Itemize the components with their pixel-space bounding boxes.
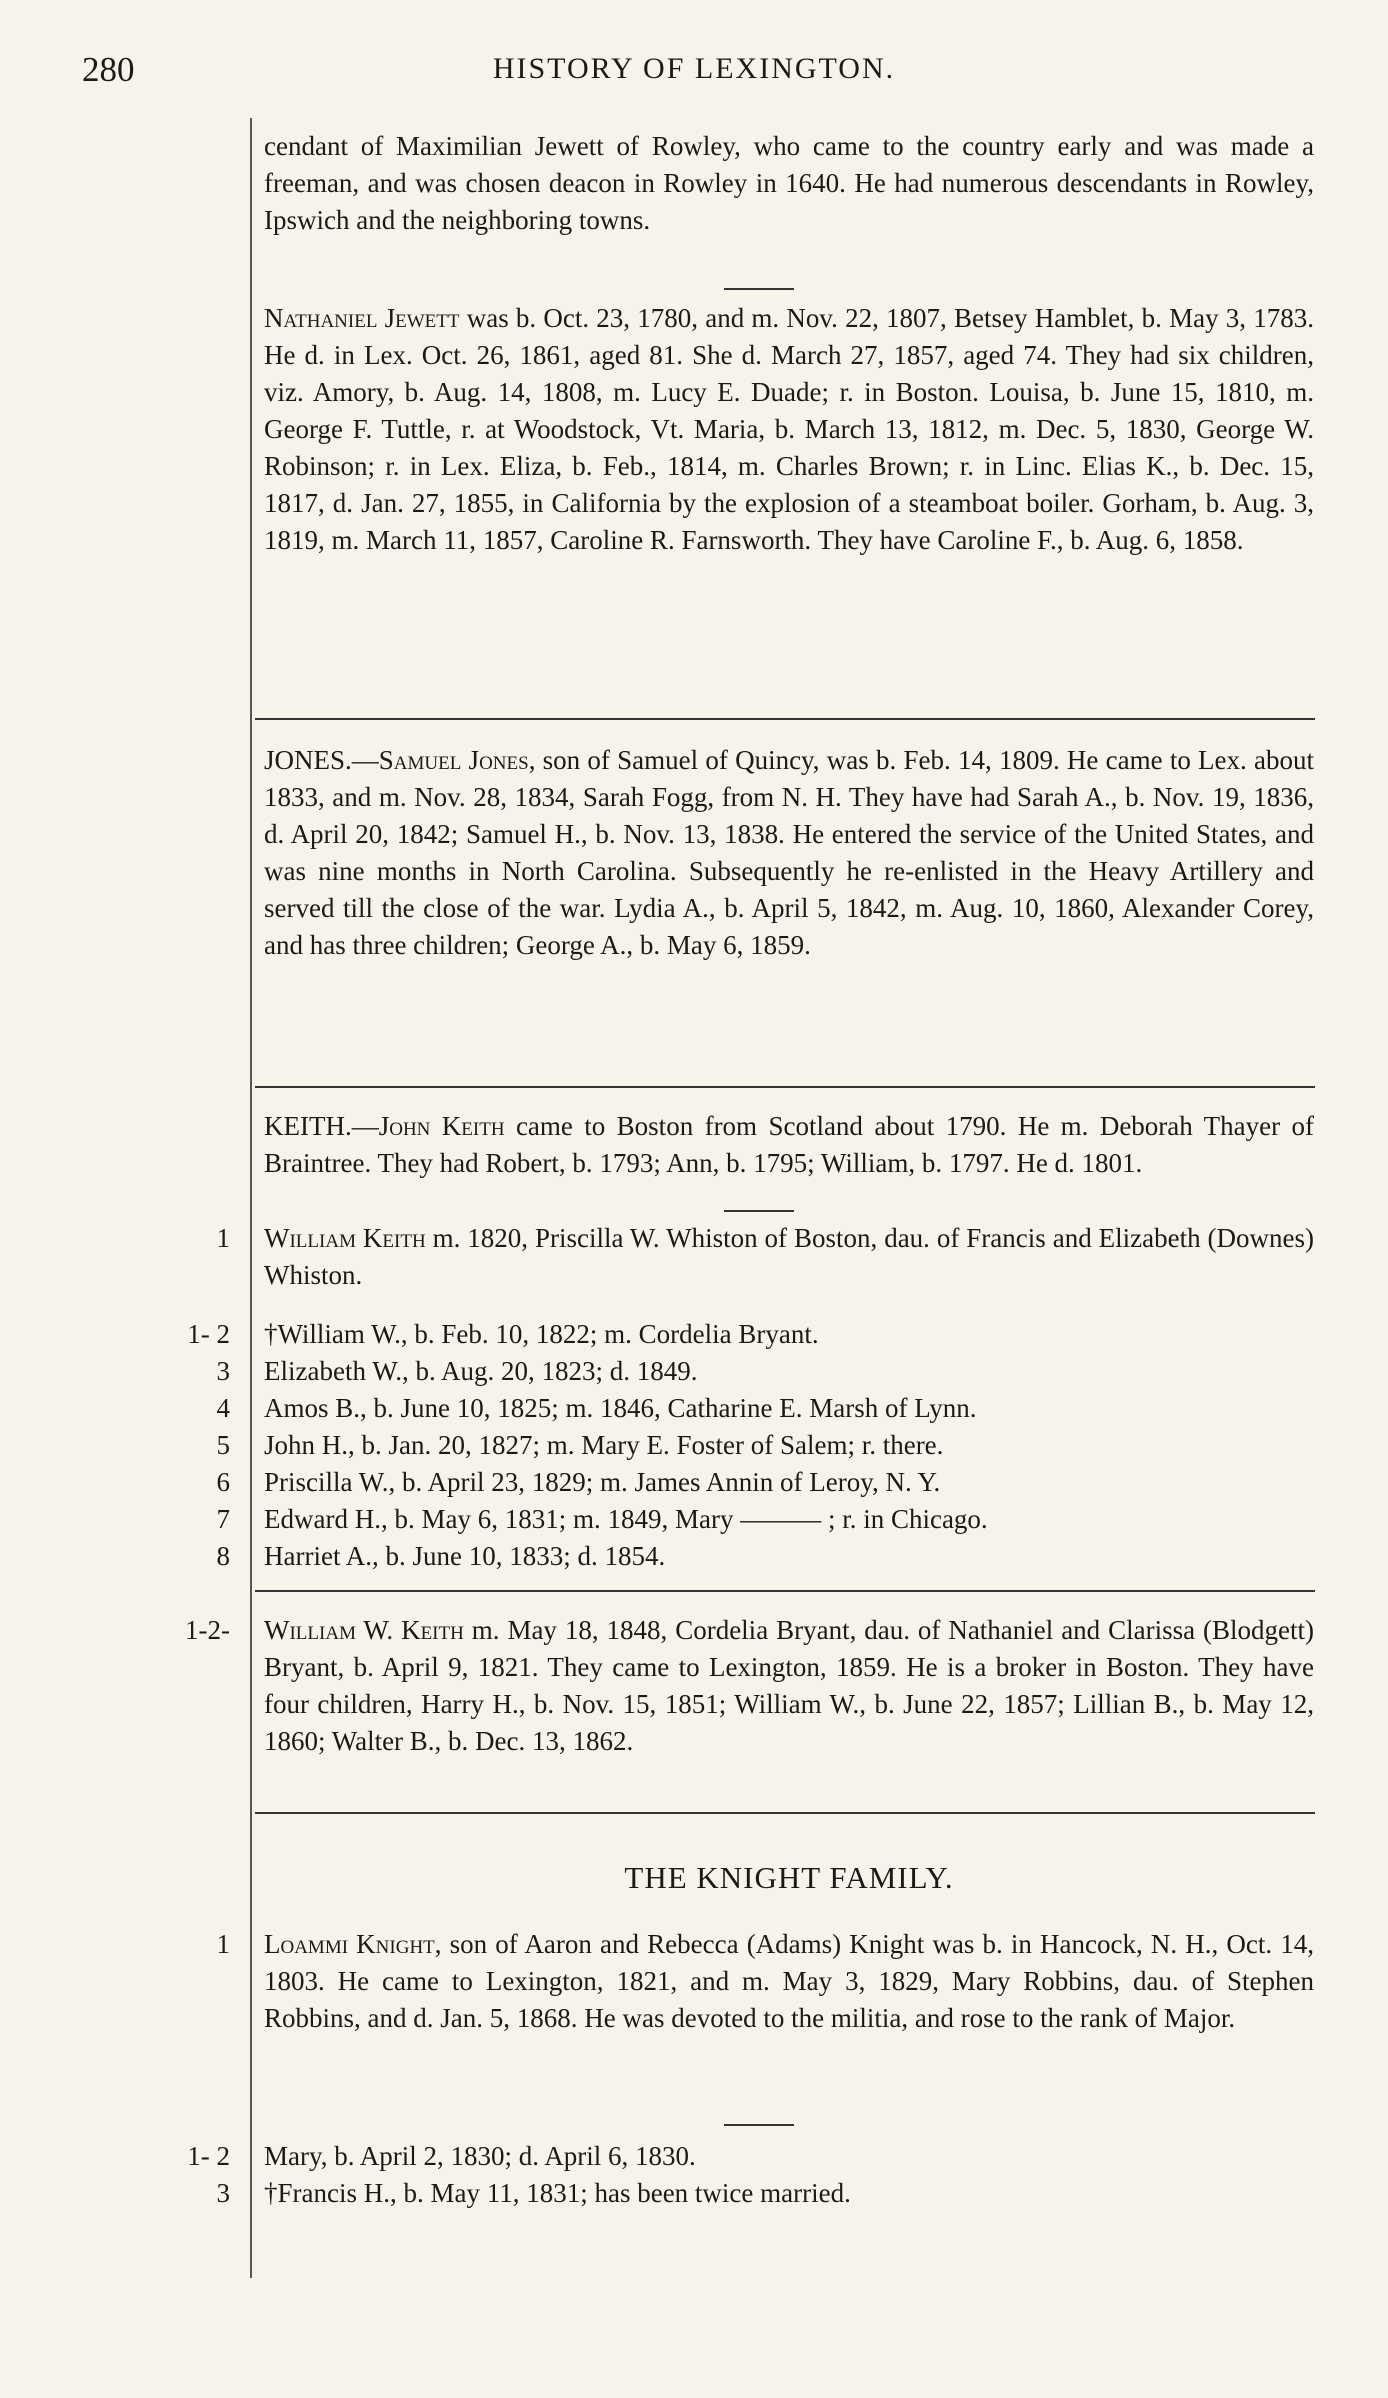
child-number: 6 xyxy=(216,1467,230,1497)
section-heading: THE KNIGHT FAMILY. xyxy=(624,1860,954,1895)
person-name: Samuel Jones xyxy=(378,745,529,775)
person-name: William W. Keith xyxy=(264,1615,464,1645)
surname-heading: JONES.— xyxy=(264,745,379,775)
child-entry: Priscilla W., b. April 23, 1829; m. James Annin of Leroy, N. Y. xyxy=(264,1467,941,1497)
short-divider xyxy=(724,1210,794,1212)
section-divider xyxy=(255,1812,1315,1814)
child-number: 5 xyxy=(216,1430,230,1460)
surname-heading: KEITH.— xyxy=(264,1111,379,1141)
child-number: 3 xyxy=(216,1356,230,1386)
child-number: 4 xyxy=(216,1393,230,1423)
paragraph-william-w-keith xyxy=(264,1612,1314,1760)
child-entry: Amos B., b. June 10, 1825; m. 1846, Catharine E. Marsh of Lynn. xyxy=(264,1393,977,1423)
paragraph-william-keith xyxy=(264,1220,1314,1294)
section-divider xyxy=(255,1590,1315,1592)
person-name: William Keith xyxy=(264,1223,426,1253)
child-number: 1- 2 xyxy=(187,1319,230,1349)
child-number: 1- 2 xyxy=(187,2141,230,2171)
child-entry: Edward H., b. May 6, 1831; m. 1849, Mary ——— ; r. in Chicago. xyxy=(264,1504,988,1534)
generation-number: 1 xyxy=(216,1929,230,1959)
margin-rule xyxy=(250,118,252,2278)
child-entry: John H., b. Jan. 20, 1827; m. Mary E. Foster of Salem; r. there. xyxy=(264,1430,944,1460)
child-entry: †William W., b. Feb. 10, 1822; m. Cordelia Bryant. xyxy=(264,1319,819,1349)
paragraph-text: was b. Oct. 23, 1780, and m. Nov. 22, 1807, Betsey Hamblet, b. May 3, 1783. He d. in Lex. Oct. 26, 1861, aged 81. She d. March 27, 1857, aged 74. They had six children, viz. Amory, b. Aug. 14, 1808, m. Lucy E. Duade; r. in Boston. Louisa, b. June 15, 1810, m. George F. Tuttle, r. at Woodstock, Vt. Maria, b. March 13, 1812, m. Dec. 5, 1830, George W. Robinson; r. in Lex. Eliza, b. Feb., 1814, m. Charles Brown; r. in Linc. Elias K., b. Dec. 15, 1817, d. Jan. 27, 1855, in California by the explosion of a steamboat boiler. Gorham, b. Aug. 3, 1819, m. March 11, 1857, Caroline R. Farnsworth. They have Caroline F., b. Aug. 6, 1858. xyxy=(264,303,1314,555)
paragraph-text: cendant of Maximilian Jewett of Rowley, who came to the country early and was made a freeman, and was chosen deacon in Rowley in 1640. He had numerous descendants in Rowley, Ipswich and the neighboring towns. xyxy=(264,131,1314,235)
person-name: Nathaniel Jewett xyxy=(264,303,460,333)
child-entry: Harriet A., b. June 10, 1833; d. 1854. xyxy=(264,1541,666,1571)
child-entry: †Francis H., b. May 11, 1831; has been twice married. xyxy=(264,2178,851,2208)
child-entry: Elizabeth W., b. Aug. 20, 1823; d. 1849. xyxy=(264,1356,698,1386)
child-number: 7 xyxy=(216,1504,230,1534)
paragraph-nathaniel-jewett xyxy=(264,300,1314,559)
running-title: HISTORY OF LEXINGTON. xyxy=(492,52,896,85)
child-number: 3 xyxy=(216,2178,230,2208)
paragraph-keith xyxy=(264,1108,1314,1182)
short-divider xyxy=(724,2124,794,2126)
paragraph-text: , son of Samuel of Quincy, was b. Feb. 14, 1809. He came to Lex. about 1833, and m. Nov. 28, 1834, Sarah Fogg, from N. H. They have had Sarah A., b. Nov. 19, 1836, d. April 20, 1842; Samuel H., b. Nov. 13, 1838. He entered the service of the United States, and was nine months in North Carolina. Subsequently he re-enlisted in the Heavy Artillery and served till the close of the war. Lydia A., b. April 5, 1842, m. Aug. 10, 1860, Alexander Corey, and has three children; George A., b. May 6, 1859. xyxy=(264,745,1314,960)
section-divider xyxy=(255,718,1315,720)
paragraph-jewett-intro xyxy=(264,128,1314,239)
page-number: 280 xyxy=(82,50,135,89)
short-divider xyxy=(724,288,794,290)
generation-number: 1 xyxy=(216,1223,230,1253)
paragraph-text: m. May 18, 1848, Cordelia Bryant, dau. of Nathaniel and Clarissa (Blodgett) Bryant, b. April 9, 1821. They came to Lexington, 1859. He is a broker in Boston. They have four children, Harry H., b. Nov. 15, 1851; William W., b. June 22, 1857; Lillian B., b. May 12, 1860; Walter B., b. Dec. 13, 1862. xyxy=(264,1615,1314,1756)
section-divider xyxy=(255,1086,1315,1088)
children-list xyxy=(264,2138,1314,2212)
paragraph-jones xyxy=(264,742,1314,964)
person-name: John Keith xyxy=(378,1111,505,1141)
children-numbers xyxy=(120,1316,230,1575)
person-name: Loammi Knight xyxy=(264,1929,435,1959)
paragraph-text: , son of Aaron and Rebecca (Adams) Knight was b. in Hancock, N. H., Oct. 14, 1803. He came to Lexington, 1821, and m. May 3, 1829, Mary Robbins, dau. of Stephen Robbins, and d. Jan. 5, 1868. He was devoted to the militia, and rose to the rank of Major. xyxy=(264,1929,1314,2033)
generation-number: 1-2- xyxy=(185,1615,230,1645)
paragraph-text: m. 1820, Priscilla W. Whiston of Boston, dau. of Francis and Elizabeth (Downes) Whiston. xyxy=(264,1223,1314,1290)
children-list xyxy=(264,1316,1314,1575)
paragraph-text: came to Boston from Scotland about 1790. He m. Deborah Thayer of Braintree. They had Robert, b. 1793; Ann, b. 1795; William, b. 1797. He d. 1801. xyxy=(264,1111,1315,1178)
paragraph-loammi-knight xyxy=(264,1926,1314,2037)
child-number: 8 xyxy=(216,1541,230,1571)
child-entry: Mary, b. April 2, 1830; d. April 6, 1830. xyxy=(264,2141,696,2171)
children-numbers xyxy=(120,2138,230,2212)
page-header xyxy=(0,50,1388,98)
